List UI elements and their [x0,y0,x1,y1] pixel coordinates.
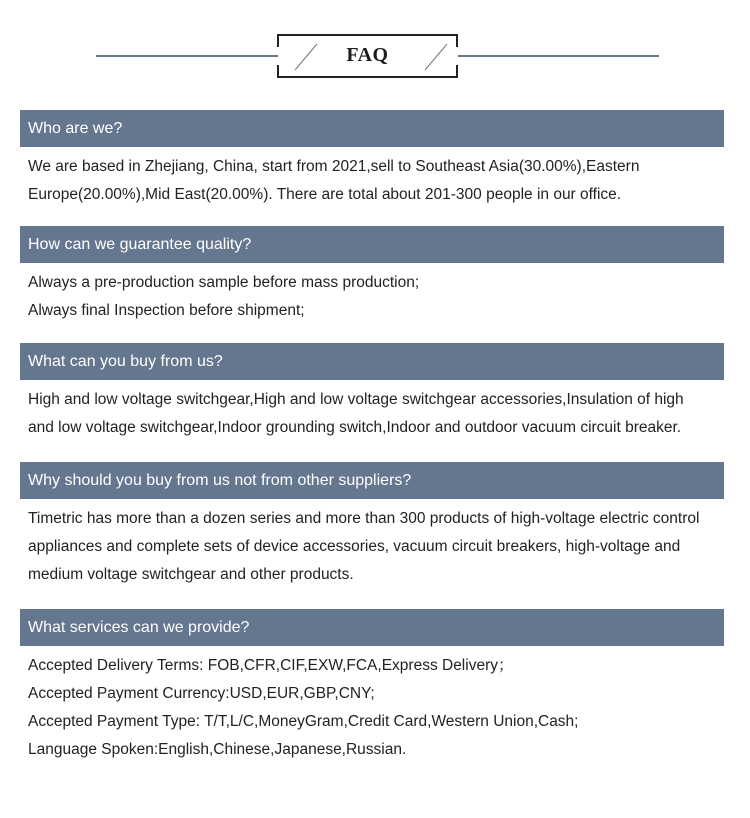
faq-title-banner [0,34,750,80]
page-title: FAQ [346,44,389,66]
answer-line: medium voltage switchgear and other products. [28,566,354,583]
faq-question-why-us: Why should you buy from us not from other suppliers? [20,462,724,499]
answer-line: We are based in Zhejiang, China, start from 2021,sell to Southeast Asia(30.00%),Eastern [28,158,640,175]
faq-answer-services [28,652,728,764]
answer-line: appliances and complete sets of device accessories, vacuum circuit breakers, high-voltage and [28,538,681,555]
faq-question-services: What services can we provide? [20,609,724,646]
answer-line: Accepted Delivery Terms: FOB,CFR,CIF,EXW,FCA,Express Delivery； [28,657,514,674]
answer-line: Europe(20.00%),Mid East(20.00%). There are total about 201-300 people in our office. [28,186,622,203]
faq-answer-products [28,386,728,442]
answer-line: Always a pre-production sample before mass production; [28,274,420,291]
faq-question-products: What can you buy from us? [20,343,724,380]
title-frame [277,34,458,76]
faq-question-quality: How can we guarantee quality? [20,226,724,263]
answer-line: High and low voltage switchgear,High and low voltage switchgear accessories,Insulation of high [28,391,684,408]
answer-line: Language Spoken:English,Chinese,Japanese,Russian. [28,741,407,758]
answer-line: Accepted Payment Type: T/T,L/C,MoneyGram,Credit Card,Western Union,Cash; [28,713,579,730]
answer-line: Always final Inspection before shipment; [28,302,305,319]
faq-answer-quality [28,269,728,325]
faq-answer-who-are-we [28,153,728,209]
title-divider-right [458,55,659,57]
answer-line: Timetric has more than a dozen series and more than 300 products of high-voltage electric control [28,510,700,527]
faq-answer-why-us [28,505,728,589]
answer-line: and low voltage switchgear,Indoor grounding switch,Indoor and outdoor vacuum circuit breaker. [28,419,682,436]
title-divider-left [96,55,278,57]
faq-question-who-are-we: Who are we? [20,110,724,147]
answer-line: Accepted Payment Currency:USD,EUR,GBP,CNY; [28,685,375,702]
